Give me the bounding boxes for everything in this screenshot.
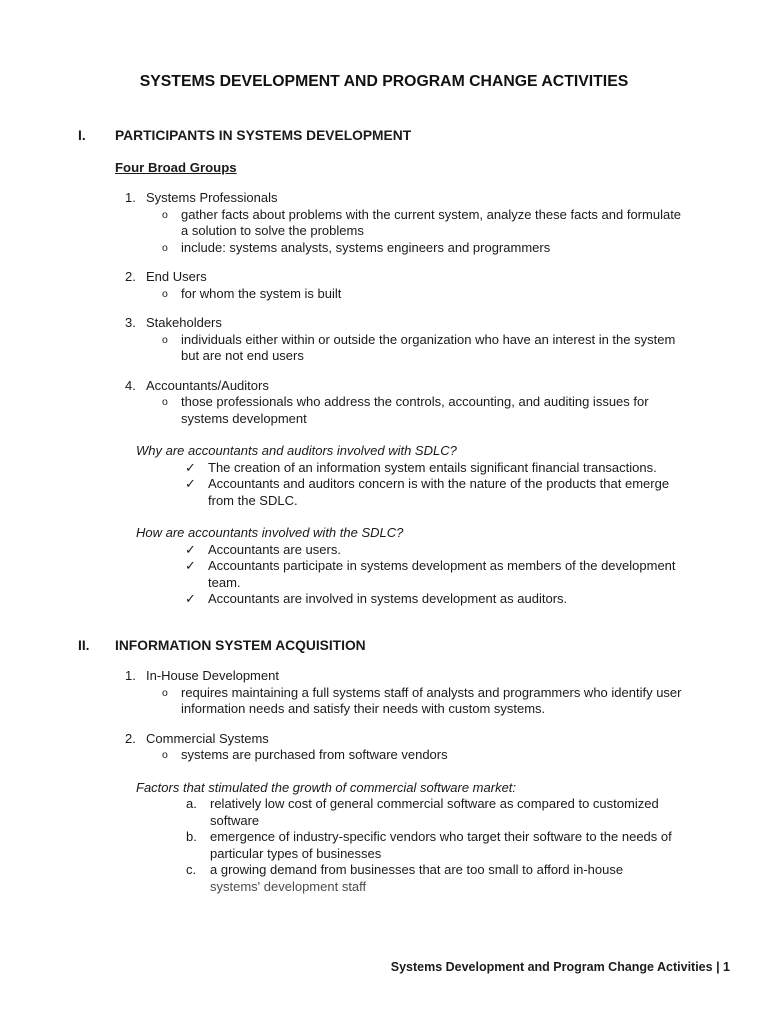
check-text: The creation of an information system entails significant financial transactions. (208, 459, 657, 475)
list-item-head (125, 731, 690, 748)
list-item-number: 1. (125, 668, 136, 683)
bullet-marker: o (162, 333, 168, 346)
list-item-head (125, 190, 690, 207)
bullet-text: requires maintaining a full systems staff of analysts and programmers who identify user information needs and satisfy their needs with custom systems. (181, 684, 682, 716)
checkmark-icon: ✓ (185, 476, 196, 491)
check-item (136, 476, 690, 509)
bullet-marker: o (162, 241, 168, 254)
bullet-text: for whom the system is built (181, 285, 342, 301)
check-text: Accountants and auditors concern is with the nature of the products that emerge from the SDLC. (208, 476, 670, 508)
list-item-number: 2. (125, 269, 136, 284)
section-numeral: II. (78, 637, 90, 653)
checkmark-icon: ✓ (185, 558, 196, 573)
check-text: Accountants are involved in systems development as auditors. (208, 591, 568, 606)
bullet-marker: o (162, 208, 168, 221)
bullet-text: include: systems analysts, systems engineers and programmers (181, 239, 551, 255)
check-item (136, 542, 690, 559)
question-text: Why are accountants and auditors involved with SDLC? (136, 443, 457, 458)
bullet-item (125, 332, 690, 365)
question-block-how-involved (136, 525, 690, 608)
section-heading-text: PARTICIPANTS IN SYSTEMS DEVELOPMENT (115, 128, 412, 143)
bullet-item (125, 207, 690, 240)
list-item-title: End Users (146, 269, 207, 284)
bullet-marker: o (162, 396, 168, 408)
lettered-item (136, 829, 690, 862)
list-item-title: In-House Development (146, 668, 279, 683)
checkmark-icon: ✓ (185, 459, 196, 475)
checkmark-icon: ✓ (185, 591, 196, 606)
list-item-number: 2. (125, 730, 136, 746)
list-item-stakeholders (125, 315, 690, 365)
check-text: Accountants are users. (208, 541, 341, 557)
bullet-item (125, 685, 690, 718)
bullet-text: those professionals who address the controls, accounting, and auditing issues for systems development (181, 394, 649, 426)
list-item-title: Accountants/Auditors (146, 377, 269, 393)
list-item-head (125, 668, 690, 685)
list-item-head (125, 315, 690, 332)
page-footer: Systems Development and Program Change Activities | 1 (390, 959, 730, 974)
list-item-number: 3. (125, 315, 136, 330)
page-title: SYSTEMS DEVELOPMENT AND PROGRAM CHANGE ACTIVITIES (139, 73, 629, 90)
list-item-head (125, 378, 690, 395)
section-heading-participants (78, 128, 698, 145)
section-numeral: I. (78, 128, 86, 143)
question-block-why-involved (136, 443, 690, 509)
bullet-text: systems are purchased from software vendors (181, 747, 448, 762)
subsection-heading-four-broad-groups: Four Broad Groups (115, 159, 237, 175)
check-item (136, 460, 690, 477)
list-item-title: Stakeholders (146, 315, 222, 330)
list-item-systems-professionals (125, 190, 690, 256)
bullet-item (125, 747, 690, 764)
bullet-item (125, 240, 690, 257)
item-letter: c. (186, 862, 197, 877)
list-item-title: Commercial Systems (146, 730, 269, 746)
question-text: How are accountants involved with the SDLC? (136, 525, 404, 540)
list-item-head (125, 269, 690, 286)
bullet-marker: o (162, 686, 168, 699)
check-item (136, 558, 690, 591)
factors-block (136, 780, 690, 896)
bullet-item (125, 286, 690, 303)
list-item-end-users (125, 269, 690, 302)
check-item (136, 591, 690, 608)
item-letter: b. (186, 829, 197, 844)
section-heading-acquisition (78, 638, 698, 655)
bullet-marker: o (162, 749, 168, 761)
check-text: Accountants participate in systems development as members of the development team. (208, 558, 676, 590)
bullet-marker: o (162, 287, 168, 300)
list-item-accountants-auditors (125, 378, 690, 428)
item-text: relatively low cost of general commercial software as compared to customized software (210, 796, 659, 828)
list-item-number: 4. (125, 377, 136, 393)
checkmark-icon: ✓ (185, 541, 196, 557)
factors-intro: Factors that stimulated the growth of commercial software market: (136, 779, 517, 795)
list-item-title: Systems Professionals (146, 190, 278, 205)
lettered-item (136, 796, 690, 829)
item-text: emergence of industry-specific vendors who target their software to the needs of particular types of businesses (210, 829, 672, 861)
bullet-item (125, 394, 690, 427)
lettered-item (136, 862, 690, 895)
bullet-text: gather facts about problems with the current system, analyze these facts and formulate a solution to solve the problems (181, 206, 682, 238)
bullet-text: individuals either within or outside the organization who have an interest in the system but are not end users (181, 331, 676, 363)
item-letter: a. (186, 796, 197, 811)
section-heading-text: INFORMATION SYSTEM ACQUISITION (115, 637, 366, 653)
list-item-commercial-systems (125, 731, 690, 764)
list-item-number: 1. (125, 190, 136, 205)
item-text: a growing demand from businesses that are too small to afford in-house (210, 862, 624, 877)
item-text-continuation: systems' development staff (210, 878, 367, 894)
list-item-in-house-development (125, 668, 690, 718)
